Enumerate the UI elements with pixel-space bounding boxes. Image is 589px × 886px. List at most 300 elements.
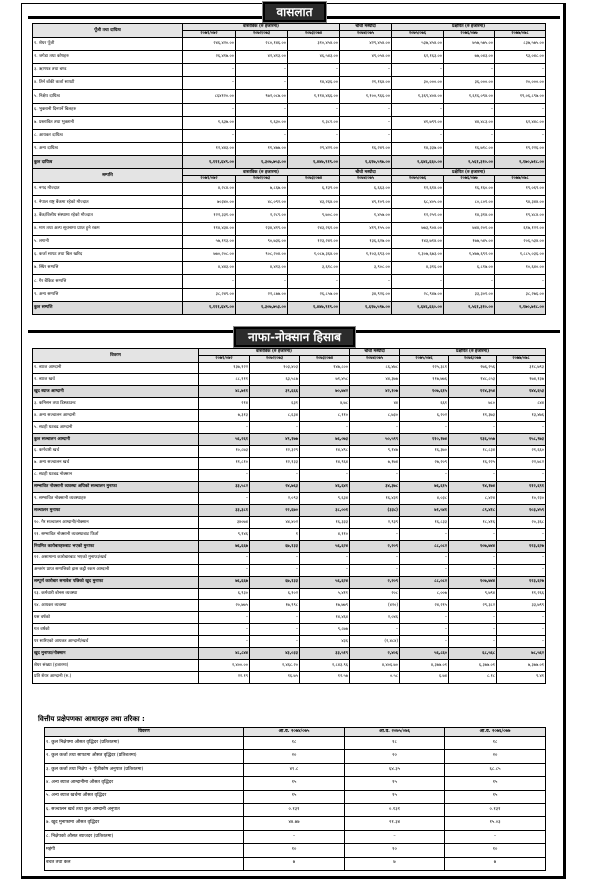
table-cell: ३४,९२६.०० — [340, 288, 392, 301]
table-cell: २४३,२६१.०० — [288, 222, 340, 235]
table-cell: ६४.३५ — [345, 763, 445, 776]
table-cell: – — [497, 552, 546, 564]
table-cell: १५ — [244, 790, 345, 803]
table-cell: ५६,२६१ — [199, 433, 250, 445]
table-cell: ५. लगानी — [33, 235, 183, 248]
table-row — [33, 129, 546, 142]
table-row — [45, 777, 546, 790]
table-cell: ५६,६२४ — [300, 540, 350, 552]
table-cell: ४,४०६.७० — [350, 659, 400, 671]
table-cell: २०७२/०७३ — [236, 30, 288, 37]
table-cell: ४९.८ — [244, 763, 345, 776]
table-cell: १० — [244, 844, 345, 857]
table-cell: – — [288, 103, 340, 116]
table-row — [45, 763, 546, 776]
table-cell: प्रक्षेपित (रु हजारमा) — [392, 169, 546, 176]
table-cell: – — [495, 103, 546, 116]
table-cell: ९,७९४ — [449, 588, 497, 600]
table-cell: ४. अन्य सञ्चालन आम्दानी — [33, 410, 199, 422]
table-cell: २०७४/०७५ — [350, 355, 400, 362]
table-cell: ६. सञ्चालन खर्च तथा कुल आम्दानी अनुपात — [45, 803, 244, 816]
table-row — [33, 410, 546, 422]
table-row — [33, 63, 546, 76]
table-cell: २१,१६४.०० — [340, 77, 392, 90]
table-cell: ८४४ — [497, 398, 546, 410]
table-cell: महंगी — [45, 844, 244, 857]
table-cell: – — [340, 63, 392, 76]
table-cell: २,५६१,३१०.०० — [444, 301, 495, 314]
projection-basis-heading: वित्तीय प्रक्षेपणका आधारहरु तथा तरिका : — [38, 715, 145, 723]
table-cell: – — [250, 422, 300, 434]
table-cell: १४,३३७.०० — [392, 143, 444, 156]
table-cell: ६,२०२ — [400, 410, 449, 422]
table-cell: ३८,००१ — [300, 505, 350, 517]
balance-sheet-heading: वासलात — [0, 1, 589, 22]
table-cell: २०७१/०७२ — [183, 30, 236, 37]
table-cell: – — [392, 103, 444, 116]
table-cell: सम्पत्ति — [33, 169, 183, 183]
table-cell: ६.७४ — [400, 671, 449, 683]
table-row — [33, 659, 546, 671]
table-cell: ६,९३० — [199, 588, 250, 600]
table-cell: १,३८१.०० — [288, 116, 340, 129]
table-cell: ७. खुद मुनाफामा औसत वृद्धिदर — [45, 817, 244, 830]
table-cell: १९,२२६.०० — [495, 143, 546, 156]
table-cell: ३,६१८.०० — [288, 262, 340, 275]
table-row — [33, 552, 546, 564]
table-cell: २९,३८२ — [449, 600, 497, 612]
table-cell: १,१०३,६९३.०० — [340, 249, 392, 262]
table-cell: १,३०७,७५३.०० — [236, 156, 288, 169]
table-cell: २२,७८२ — [497, 457, 546, 469]
table-cell: १४,४६४ — [300, 612, 350, 624]
table-cell: ७. स्थिर सम्पत्ति — [33, 262, 183, 275]
table-cell: २. नेपाल राष्ट्र बैंकमा रहेको मौज्दात — [33, 196, 183, 209]
table-cell: ४३,२६४.०० — [288, 196, 340, 209]
table-cell: २,१७०,७१८.०० — [495, 156, 546, 169]
table-cell: – — [444, 129, 495, 142]
table-cell: – — [449, 552, 497, 564]
table-row — [33, 196, 546, 209]
table-cell: १६,८३३ — [400, 517, 449, 529]
table-cell: २०७५/०७६ — [392, 30, 444, 37]
table-row — [45, 750, 546, 763]
balance-sheet-table — [32, 23, 546, 315]
table-cell: ६,८१७.०० — [444, 262, 495, 275]
table-cell: ९,१४७ — [350, 445, 400, 457]
table-cell: ९७२,०८७.०० — [236, 90, 288, 103]
table-cell: १० — [345, 844, 445, 857]
table-cell: ६. कर्जा सापट तथा बिल खरिद — [33, 249, 183, 262]
table-cell: – — [183, 275, 236, 288]
table-cell: १२.५७ — [300, 671, 350, 683]
table-cell: १०,८७३ — [199, 445, 250, 457]
table-row — [33, 249, 546, 262]
table-row — [33, 235, 546, 248]
table-cell: १४८,८५३ — [449, 374, 497, 386]
table-cell: २०७२/०७३ — [250, 355, 300, 362]
table-cell: १०,६४०.०० — [495, 262, 546, 275]
table-cell: १४. आयकर व्यवस्था — [33, 600, 199, 612]
table-row — [33, 469, 546, 481]
table-cell: २७६,२५६ — [449, 362, 497, 374]
table-cell: – — [250, 564, 300, 576]
table-cell: ४८,७११ — [199, 386, 250, 398]
table-cell: ७ — [445, 857, 546, 870]
table-cell: १२३,२४१.०० — [288, 235, 340, 248]
table-row — [33, 505, 546, 517]
table-cell: १५ — [445, 777, 546, 790]
table-cell: १५ — [345, 777, 445, 790]
table-cell: ७ — [244, 857, 345, 870]
table-cell: ९. अन्य दायित्व — [33, 143, 183, 156]
table-cell: ६८.८५ — [445, 763, 546, 776]
table-cell: १२३,६२७ — [497, 576, 546, 588]
table-cell: ३८,२४९.०० — [183, 288, 236, 301]
table-cell: ३६,०००.०० — [444, 77, 495, 90]
table-cell: ४,२८४.०० — [183, 183, 236, 196]
table-cell: १,४५७.०० — [340, 209, 392, 222]
table-cell: ७ — [345, 857, 445, 870]
table-row — [33, 517, 546, 529]
table-cell: ७१,५४१ — [400, 505, 449, 517]
table-cell: ४४,४८३.०० — [444, 116, 495, 129]
income-statement-table — [32, 348, 546, 684]
table-cell: १८,४१६ — [449, 517, 497, 529]
table-cell: १७,७७९ — [300, 600, 350, 612]
table-row — [33, 612, 546, 624]
table-cell: २०७७/०७८ — [495, 176, 546, 183]
table-cell: ७. अन्य सञ्चालन खर्च — [33, 457, 199, 469]
table-cell: – — [497, 469, 546, 481]
table-cell: १८ — [345, 737, 445, 750]
table-cell: ७७३,९०४.०० — [392, 222, 444, 235]
table-cell: २३४,४१९.०० — [236, 222, 288, 235]
table-cell: २२,६७० — [250, 505, 300, 517]
table-cell: ६८,५६८ — [449, 647, 497, 659]
table-cell: – — [199, 422, 250, 434]
table-cell: ७४४,२०१.०० — [444, 222, 495, 235]
table-cell: चौथो मस्यौदा — [350, 349, 400, 356]
table-cell: १,४४७,९१९.०० — [288, 156, 340, 169]
table-cell: १०३,४०३ — [250, 362, 300, 374]
table-cell: ११,३७३ — [449, 410, 497, 422]
table-cell: ६. कर्मचारी खर्च — [33, 445, 199, 457]
table-cell: ५. सटही घटबढ आम्दानी — [33, 422, 199, 434]
table-cell: – — [400, 552, 449, 564]
table-cell: १. ब्याज आम्दानी — [33, 362, 199, 374]
table-cell: ३३,३८१ — [199, 505, 250, 517]
table-cell: ४१,७९९.०० — [392, 116, 444, 129]
table-cell: – — [199, 636, 250, 648]
table-cell: १४३,७१४.०० — [392, 235, 444, 248]
table-cell: – — [497, 422, 546, 434]
table-cell: ११,२६६ — [497, 588, 546, 600]
table-cell: – — [449, 636, 497, 648]
table-cell: ५६,८६० — [400, 647, 449, 659]
table-cell: १. शेयर पूँजी — [33, 37, 183, 50]
table-cell: – — [392, 129, 444, 142]
table-cell: ५. निक्षेप दायित्व — [33, 90, 183, 103]
table-cell: १. नगद मौज्दात — [33, 183, 183, 196]
table-cell: ०.१३१ — [244, 803, 345, 816]
table-cell: (३३८) — [350, 505, 400, 517]
table-cell: – — [250, 636, 300, 648]
table-cell: १९,०६९.०० — [495, 183, 546, 196]
table-row — [33, 398, 546, 410]
table-row — [33, 143, 546, 156]
table-cell: २,२०९ — [350, 576, 400, 588]
table-row — [33, 156, 546, 169]
table-cell: ६,६६३.०० — [340, 183, 392, 196]
table-cell: २,०९३ — [250, 493, 300, 505]
table-cell: आ.व. २०७६/०७७ — [445, 728, 546, 737]
table-cell: – — [400, 469, 449, 481]
table-cell: – — [340, 275, 392, 288]
table-cell: १४७,८०० — [300, 362, 350, 374]
table-row — [33, 50, 546, 63]
table-cell: १,६३०.०० — [236, 116, 288, 129]
table-cell: ८,११० — [300, 410, 350, 422]
table-cell: ७६,०७३ — [300, 433, 350, 445]
table-cell: १,४४७,९१९.०० — [288, 301, 340, 314]
table-cell: – — [444, 63, 495, 76]
table-cell: – — [199, 552, 250, 564]
table-row — [33, 671, 546, 683]
table-cell: – — [250, 552, 300, 564]
table-cell: – — [497, 564, 546, 576]
table-cell: ४४ — [350, 398, 400, 410]
table-cell: १३. कर्मचारी बोनस व्यवस्था — [33, 588, 199, 600]
table-cell: ११०,१७४ — [400, 433, 449, 445]
table-cell: – — [495, 129, 546, 142]
table-cell: ७७०,२०८.०० — [183, 249, 236, 262]
table-cell: ६३,५८७ — [250, 374, 300, 386]
table-row — [33, 222, 546, 235]
table-cell: – — [449, 624, 497, 636]
table-cell: ८०,८०१.०० — [444, 196, 495, 209]
table-cell: ७,३७७.०१ — [497, 659, 546, 671]
table-cell: (२,४८४) — [350, 636, 400, 648]
table-cell: ११७,७७६ — [400, 374, 449, 386]
table-cell: ८. सटही घटबढ नोक्सान — [33, 469, 199, 481]
table-cell: – — [497, 624, 546, 636]
table-cell: ६३१ — [250, 398, 300, 410]
table-cell: – — [400, 422, 449, 434]
table-cell: ७,१७४ — [350, 457, 400, 469]
table-cell: ८,४२४ — [449, 493, 497, 505]
table-cell: ६. भुक्तानी दिनपर्ने बिलहरु — [33, 103, 183, 116]
table-cell: ७६,६६७ — [199, 540, 250, 552]
table-cell: – — [449, 529, 497, 541]
table-cell: ६,१०२ — [250, 588, 300, 600]
table-cell: ९०८,२०४.०० — [236, 249, 288, 262]
table-cell: ८६,४७८ — [350, 362, 400, 374]
table-cell: ३३,७९९ — [497, 600, 546, 612]
table-cell: ५०,५९९ — [350, 433, 400, 445]
table-row — [33, 77, 546, 90]
table-row — [33, 636, 546, 648]
table-cell: ७०३४०.०० — [183, 196, 236, 209]
table-cell: – — [250, 469, 300, 481]
table-cell: २०७७/०७८ — [495, 30, 546, 37]
table-cell: ९४,१७४ — [449, 481, 497, 493]
table-cell: ६८,४०५.०० — [392, 196, 444, 209]
table-cell: – — [300, 564, 350, 576]
table-cell: ५३७,४५४.०० — [392, 37, 444, 50]
table-cell: – — [392, 63, 444, 76]
table-row — [33, 540, 546, 552]
table-cell: – — [236, 103, 288, 116]
table-cell: ३३,५८२ — [199, 481, 250, 493]
table-cell: ४,३१६.०० — [392, 262, 444, 275]
table-cell: २०७३/०७४ — [300, 355, 350, 362]
table-cell: १३,४७६ — [497, 410, 546, 422]
table-cell: ९०,७३६.०० — [236, 235, 288, 248]
table-cell: – — [400, 529, 449, 541]
table-cell: ६२,१६३.०० — [392, 50, 444, 63]
table-cell: ४,११० — [300, 529, 350, 541]
table-cell: १४,९६४ — [300, 457, 350, 469]
table-cell: २०,३६८ — [497, 517, 546, 529]
table-cell: १२,१३३ — [250, 457, 300, 469]
table-cell: ९. अन्य सम्पत्ति — [33, 288, 183, 301]
table-row — [45, 844, 546, 857]
table-cell: वास्तविक (रु हजारमा) — [183, 24, 340, 31]
table-cell: ४२,४१३.०० — [236, 50, 288, 63]
table-cell: ८६४१२०.०० — [183, 90, 236, 103]
table-row — [45, 817, 546, 830]
table-cell: ४,४४३.०० — [183, 262, 236, 275]
table-cell: (४२०) — [350, 600, 400, 612]
table-cell: २,४६८.२० — [250, 659, 300, 671]
table-cell: – — [495, 63, 546, 76]
table-cell: १,६१६,०९४.०० — [444, 90, 495, 103]
table-cell: ११,४७७.०० — [236, 143, 288, 156]
table-cell: – — [199, 493, 250, 505]
table-cell: १,६३७.०० — [183, 116, 236, 129]
table-cell: २०७३/०७४ — [288, 30, 340, 37]
table-cell: – — [250, 612, 300, 624]
table-cell: प्रक्षेपित (रु हजारमा) — [392, 24, 546, 31]
table-cell: ६१७,१२२.०० — [495, 222, 546, 235]
table-cell: १९,४८४.०० — [495, 209, 546, 222]
table-cell: १४,३१४.०० — [444, 209, 495, 222]
table-cell: चौथो मस्यौदा — [340, 169, 392, 176]
table-cell: १,१००,९६६.०० — [340, 90, 392, 103]
table-cell: २२५,३८१ — [400, 362, 449, 374]
table-cell: ८. गैर बैंकिङ सम्पत्ति — [33, 275, 183, 288]
table-cell: ०.५८ — [350, 671, 400, 683]
table-cell: ७,३१३ — [199, 410, 250, 422]
table-cell: १२,४४३.०० — [183, 143, 236, 156]
table-cell: १६,३३३ — [300, 517, 350, 529]
table-cell: १२३,६२७ — [497, 540, 546, 552]
table-cell: २,४०६ — [350, 647, 400, 659]
table-cell: २० — [345, 750, 445, 763]
table-cell: ४३,०३३ — [250, 647, 300, 659]
table-cell: – — [340, 129, 392, 142]
table-cell: वास्तविक (रु हजारमा) — [183, 169, 340, 176]
table-cell: ११,८१० — [199, 457, 250, 469]
table-cell: – — [449, 422, 497, 434]
table-cell: – — [199, 469, 250, 481]
table-cell: १०७,६१५ — [400, 386, 449, 398]
table-cell: २६,८५७.०० — [288, 288, 340, 301]
table-cell: चौथो मस्यौदा — [340, 24, 392, 31]
table-cell: २१.३४ — [345, 817, 445, 830]
table-cell: ६६१ — [400, 398, 449, 410]
table-cell: ८८,०८२ — [400, 576, 449, 588]
table-cell: १,१११,६४९.०० — [183, 301, 236, 314]
table-cell: – — [400, 612, 449, 624]
table-cell: बचत तथा कल — [45, 857, 244, 870]
table-cell: १,११४,४६६.०० — [288, 90, 340, 103]
table-cell: २७,२०९ — [400, 457, 449, 469]
table-cell: – — [288, 63, 340, 76]
table-cell: २०७१/०७२ — [183, 176, 236, 183]
table-cell: ४९,०५४.०० — [340, 50, 392, 63]
income-statement-heading: नाफा-नोक्सान हिसाब — [0, 326, 589, 347]
table-cell: १. कुल निक्षेपमा औसत वृद्धिदर (प्रतिशतमा) — [45, 737, 244, 750]
table-cell: २४,७६३ — [250, 481, 300, 493]
table-cell: – — [183, 63, 236, 76]
table-cell: विवरण — [45, 728, 244, 737]
table-cell: २२,८७७.०० — [236, 288, 288, 301]
table-cell: ७१,४५८ — [300, 374, 350, 386]
table-row — [33, 90, 546, 103]
table-cell: ७०,७४२ — [300, 386, 350, 398]
table-cell: – — [444, 103, 495, 116]
table-row — [33, 103, 546, 116]
table-cell: १०३,४५९ — [497, 505, 546, 517]
table-cell: – — [236, 129, 288, 142]
table-cell: आ.व. २०७४/०७५ — [244, 728, 345, 737]
table-row — [33, 422, 546, 434]
table-cell: ३४,३७८ — [350, 481, 400, 493]
table-cell: १७४,१३७ — [497, 374, 546, 386]
table-cell: ७,८६७.०० — [236, 183, 288, 196]
table-cell: १५ — [445, 790, 546, 803]
table-cell: १,६१७,५९७.०० — [340, 301, 392, 314]
table-cell: पर सारिएको आयकर आम्दानी/खर्च — [33, 636, 199, 648]
table-cell: १६,१६०.०० — [444, 183, 495, 196]
table-cell: ३. कमिसन तथा डिस्काउन्ट — [33, 398, 199, 410]
table-cell: ४. तिर्न बाँकी कर्जा सापटी — [33, 77, 183, 90]
table-cell: ८.१८ — [449, 671, 497, 683]
table-cell: १०,२३० — [497, 493, 546, 505]
table-cell: ४१९,१५५.०० — [340, 222, 392, 235]
table-cell: १६,२२५ — [449, 457, 497, 469]
table-cell: १२. असामान्य कारोबारबाट भएको मुनाफा/खर्च — [33, 552, 199, 564]
table-cell: १,०८७,३६४.०० — [288, 249, 340, 262]
table-cell: खुद ब्याज आम्दानी — [33, 386, 199, 398]
table-cell: ६७,१३३ — [250, 576, 300, 588]
table-cell: १०७,७४४ — [449, 576, 497, 588]
table-cell: – — [497, 636, 546, 648]
table-cell: – — [288, 129, 340, 142]
table-row — [33, 349, 546, 356]
table-cell: २. जगेडा तथा कोषहरु — [33, 50, 183, 63]
table-cell: २. कुल कर्जा तथा सापटमा औसत वृद्धिदर (प्रतिशतमा) — [45, 750, 244, 763]
table-cell: ९. सम्भावित नोक्सानी व्यवस्थाहरु — [33, 493, 199, 505]
table-cell: ५. अन्य ब्याज खर्चमा औसत वृद्धिदर — [45, 790, 244, 803]
table-cell: २०७२/०७३ — [236, 176, 288, 183]
table-cell: ७६,६६७ — [199, 576, 250, 588]
table-cell: ६,३७७.०१ — [449, 659, 497, 671]
table-cell: १०. गैर सञ्चालन आम्दानी/नोक्सान — [33, 517, 199, 529]
table-cell: १३६,६२७.०० — [340, 235, 392, 248]
